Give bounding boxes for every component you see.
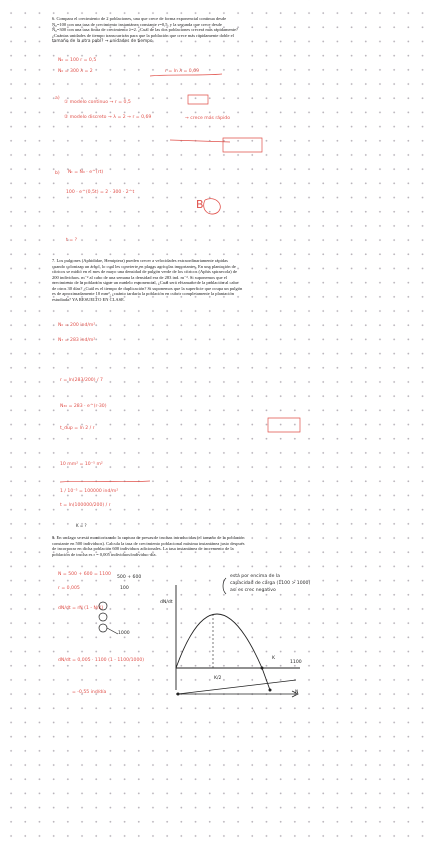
problem-8-line: 8. En un lago se está monitorizando la captura de presas de truchas introducidas (el tamaño de la población [52, 535, 245, 540]
notes8-annot1: está por encima de la [230, 574, 280, 579]
notes6-a-label: a) [55, 96, 60, 101]
red-box [268, 418, 300, 432]
red-box [188, 95, 208, 104]
red-scribble [204, 199, 221, 214]
notes6-circled-b: B [196, 198, 204, 211]
notes6-b-answer: t = ? [66, 238, 78, 243]
notes8-n-line: N = 500 + 600 = 1100 [58, 572, 111, 577]
notes8-annot2: capacidad de carga (1100 > 1000) [230, 581, 311, 586]
graph-diagonal [178, 680, 299, 695]
red-underline [60, 481, 150, 482]
notes7-step-k: 1 / 10⁻⁵ = 100000 ind/m² [60, 489, 119, 494]
problem-7-line: 200 individuos. m⁻² al cabo de una semana la densidad era de 283 ind. m⁻². Si suponemos que el [52, 274, 228, 280]
notes8-r-line: r = 0,005 [58, 586, 80, 591]
notes7-step-dup: t_dup = ln 2 / r [60, 426, 95, 431]
problem-7-line: estudiada? YA RESUELTO EN CLASE. [52, 296, 125, 302]
circle-sketch [99, 602, 107, 610]
problem-6-line: ¿Cuántas unidades de tiempo transcurrirán para que la población que crece más rápidamente doble el [52, 32, 234, 38]
problem-8-line: población de trucha es r = 0,005 individuos/individuo·día. [52, 551, 157, 557]
arrow-sketch [107, 628, 118, 634]
notes8-eq1: dN/dt = rN (1 - N/K) [58, 606, 104, 611]
notes7-step-t: t = ln(100000/200) / r [60, 503, 111, 508]
notes8-pen-note: 1100 [290, 660, 302, 665]
circle-sketch [99, 613, 107, 621]
problem-6-line: N₀=300 con una tasa finita de crecimiento λ=2. ¿Cuál de las dos poblaciones crecerá más rápidamente? [52, 27, 239, 32]
notes8-k2-label: K/2 [214, 676, 222, 681]
notes8-graph-axis-x: N [295, 690, 299, 695]
notes6-b-label: b) [55, 171, 60, 176]
notes6-r-conv: r = ln λ = 0,69 [165, 69, 200, 74]
graph-point [269, 689, 272, 692]
notes7-step-r: r = ln(283/200) / 7 [60, 378, 103, 383]
notes6-b-work2: 100 · e^(0,5t) = 2 · 300 · 2^t [66, 190, 135, 195]
notes8-k-label: K [272, 656, 276, 661]
notes7-step-30: N₃₀ = 283 · e^(r·30) [60, 404, 107, 409]
notes7-step-area: 10 mm² = 10⁻⁵ m² [60, 462, 103, 467]
problem-7-line: cítricos se midió en el mes de mayo una densidad de pulgón verde de los cítricos (Aphis spiraecola) de [52, 269, 237, 274]
red-underline [150, 74, 222, 76]
notes8-small-top: K = ? [76, 523, 87, 528]
notes8-graph-label-k: 1000 [118, 631, 130, 636]
problem-8-line: constante en 500 individuos). Calcula la tasa de crecimiento poblacional máxima instantánea justo después [52, 540, 245, 546]
circle-sketch [99, 624, 107, 632]
notes8-result: = -0,55 ind/día [72, 690, 107, 695]
red-arrow [170, 140, 230, 142]
notes8-graph-label-100: 100 [120, 586, 129, 591]
notes6-b-work1: Nₜ = N₀ · e^(rt) [68, 170, 104, 175]
problem-7-line: 7. Los pulgones (Aphididae, Hemiptera) pueden crecer a velocidades extraordinariamente rápidas [52, 258, 228, 263]
problem-7-line: de otros 30 días? ¿Cuál es el tiempo de duplicación? Si suponemos que la superficie que ocupa un pulgón [52, 285, 243, 291]
problem-6-line: 6. Compara el crecimiento de 2 poblaciones, una que crece de forma exponencial continua desde [52, 16, 227, 21]
notes6-a-line1: ① modelo continuo → r = 0,5 [64, 100, 131, 105]
problem-7-line: es de aproximadamente 10 mm², ¿cuánto tardaría la población en cubrir completamente la plantación [52, 291, 235, 296]
notes7-givens-2: N₇ = 283 ind/m² [58, 338, 96, 343]
notes8-annot3: así es crec negativo [230, 588, 276, 593]
notes6-givens-b: N₀ = 300 λ = 2 [58, 69, 93, 74]
problem-8-line: de incorporar en dicha población 600 individuos adicionales. La tasa instantánea de incremento de la [52, 546, 234, 551]
problem-7-line: cuando colonizan un árbol, lo cual les convierte en plagas agrícolas importantes. En una plantación de [52, 263, 236, 269]
notes7-givens-1: N₀ = 200 ind/m² [58, 323, 96, 328]
red-box [223, 138, 262, 152]
bracket-annotation [223, 578, 226, 594]
notes6-a-conclusion: → crece más rápido [185, 116, 231, 121]
graph-curve [176, 614, 270, 690]
notes8-eq2: dN/dt = 0,005 · 1100 (1 - 1100/1000) [58, 658, 145, 663]
notes6-a-line2: ② modelo discreto → λ = 2 → r = 0,69 [64, 115, 152, 120]
problem-6-line: N₀=100 con una tasa de crecimiento instantánea constante r=0,5, y la segunda que crece desde [52, 21, 222, 27]
graph-point [177, 693, 180, 696]
notes8-graph-label-top: 500 + 600 [117, 575, 142, 580]
notes6-givens-a: N₀ = 100 r = 0,5 [58, 58, 97, 63]
problem-7-line: crecimiento de la población sigue un modelo exponencial, ¿Cuál será el tamaño de la población al cabo [52, 280, 239, 285]
notes8-graph-axis-y: dN/dt [160, 600, 173, 605]
problem-6-handwritten-tail: tamaño de la otra pobl? → unidades de tiempo [52, 39, 153, 44]
graph-point [261, 667, 264, 670]
